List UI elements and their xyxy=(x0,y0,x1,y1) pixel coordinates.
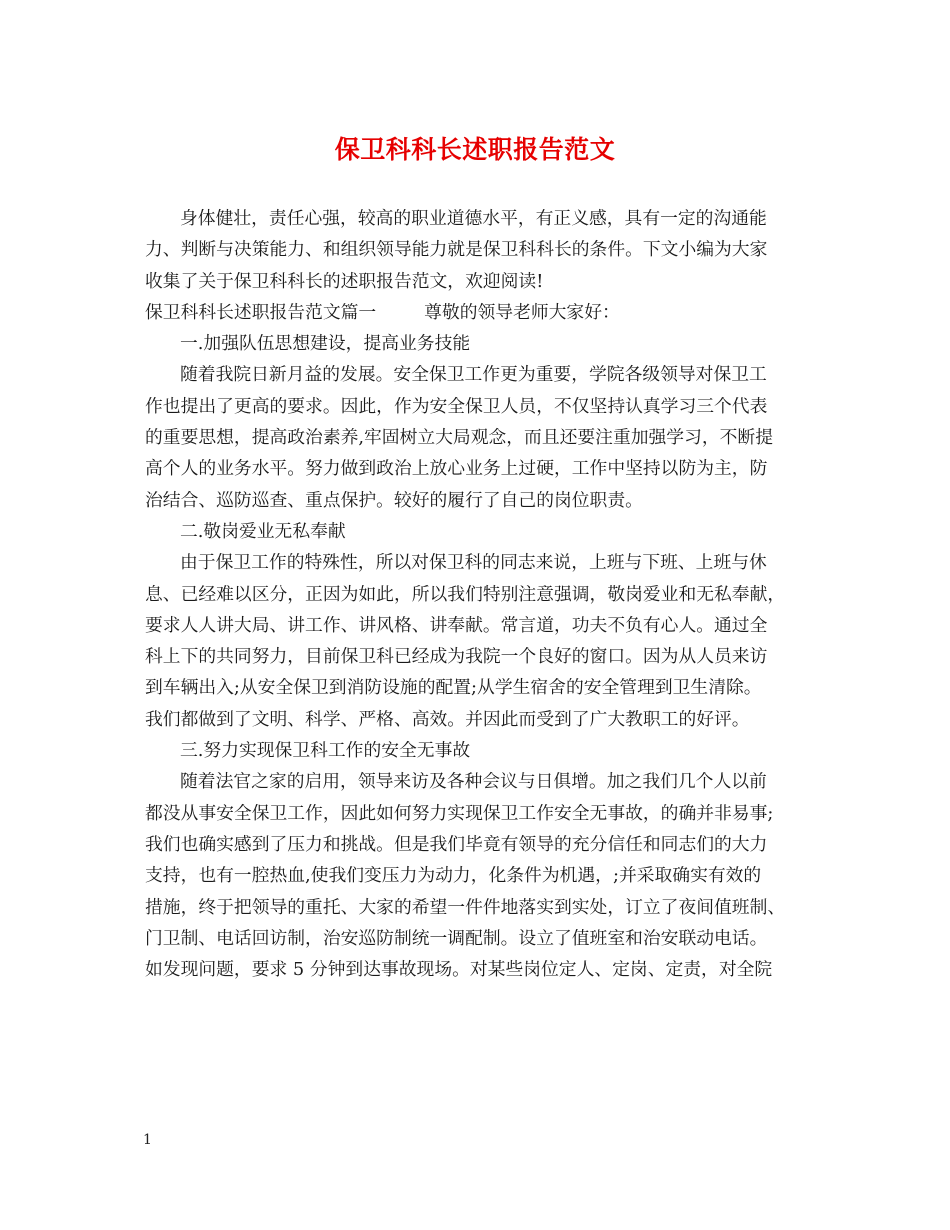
text-line-content: 三.努力实现保卫科工作的安全无事故 xyxy=(180,740,471,762)
text-line xyxy=(145,860,813,891)
text-line xyxy=(145,297,813,328)
text-line xyxy=(145,328,813,359)
text-line xyxy=(145,610,813,641)
page-number: 1 xyxy=(143,1132,152,1148)
text-line xyxy=(145,547,813,578)
document-body xyxy=(145,203,813,985)
text-line-content: 力、判断与决策能力、和组织领导能力就是保卫科科长的条件。下文小编为大家 xyxy=(145,239,768,261)
text-line xyxy=(145,672,813,703)
text-line-content: 我们都做到了文明、科学、严格、高效。并因此而受到了广大教职工的好评。 xyxy=(145,708,750,730)
text-line xyxy=(145,422,813,453)
text-line xyxy=(145,704,813,735)
text-line xyxy=(145,391,813,422)
text-line-content: 科上下的共同努力，目前保卫科已经成为我院一个良好的窗口。因为从人员来访 xyxy=(145,646,768,668)
text-line xyxy=(145,798,813,829)
text-line-content: 收集了关于保卫科科长的述职报告范文，欢迎阅读! xyxy=(145,270,544,292)
text-line-content: 高个人的业务水平。努力做到政治上放心业务上过硬，工作中坚持以防为主，防 xyxy=(145,458,768,480)
text-line-content: 随着我院日新月益的发展。安全保卫工作更为重要，学院各级领导对保卫工 xyxy=(180,364,767,386)
document-title: 保卫科科长述职报告范文 xyxy=(334,135,616,164)
text-line xyxy=(145,892,813,923)
text-line-content: 都没从事安全保卫工作，因此如何努力实现保卫工作安全无事故，的确并非易事; xyxy=(145,802,774,824)
text-line xyxy=(145,954,813,985)
text-line-content: 作也提出了更高的要求。因此，作为安全保卫人员，不仅坚持认真学习三个代表 xyxy=(145,395,768,417)
text-line xyxy=(145,923,813,954)
text-line-content: 保卫科科长述职报告范文篇一 xyxy=(145,301,377,323)
text-line-content: 治结合、巡防巡查、重点保护。较好的履行了自己的岗位职责。 xyxy=(145,489,643,511)
text-line xyxy=(145,516,813,547)
text-line xyxy=(145,829,813,860)
text-line-content: 由于保卫工作的特殊性，所以对保卫科的同志来说，上班与下班、上班与休 xyxy=(180,552,767,574)
text-line-content: 到车辆出入;从安全保卫到消防设施的配置;从学生宿舍的安全管理到卫生清除。 xyxy=(145,677,762,699)
text-line-content: 息、已经难以区分，正因为如此，所以我们特别注意强调，敬岗爱业和无私奉献， xyxy=(145,583,786,605)
text-line xyxy=(145,735,813,766)
text-line xyxy=(145,203,813,234)
text-line-content: 随着法官之家的启用，领导来访及各种会议与日俱增。加之我们几个人以前 xyxy=(180,771,767,793)
text-line xyxy=(145,453,813,484)
text-line xyxy=(145,234,813,265)
salutation-text: 尊敬的领导老师大家好： xyxy=(424,301,620,323)
text-line-content: 支持，也有一腔热血,使我们变压力为动力，化条件为机遇，;并采取确实有效的 xyxy=(145,865,762,887)
text-line xyxy=(145,266,813,297)
text-line-content: 要求人人讲大局、讲工作、讲风格、讲奉献。常言道，功夫不负有心人。通过全 xyxy=(145,614,768,636)
text-line xyxy=(145,579,813,610)
text-line-content: 我们也确实感到了压力和挑战。但是我们毕竟有领导的充分信任和同志们的大力 xyxy=(145,833,768,855)
text-line xyxy=(145,766,813,797)
text-line-content: 门卫制、电话回访制，治安巡防制统一调配制。设立了值班室和治安联动电话。 xyxy=(145,927,768,949)
text-line-content: 身体健壮，责任心强，较高的职业道德水平，有正义感，具有一定的沟通能 xyxy=(180,208,767,229)
text-line xyxy=(145,359,813,390)
text-line xyxy=(145,641,813,672)
text-line-content: 措施，终于把领导的重托、大家的希望一件件地落实到实处，订立了夜间值班制、 xyxy=(145,896,786,918)
text-line xyxy=(145,485,813,516)
text-line-content: 一.加强队伍思想建设，提高业务技能 xyxy=(180,333,471,355)
text-line-content: 二.敬岗爱业无私奉献 xyxy=(180,520,346,542)
text-line-content: 的重要思想，提高政治素养,牢固树立大局观念，而且还要注重加强学习，不断提 xyxy=(145,427,773,449)
text-line-content: 如发现问题，要求 5 分钟到达事故现场。对某些岗位定人、定岗、定责，对全院 xyxy=(145,959,773,981)
